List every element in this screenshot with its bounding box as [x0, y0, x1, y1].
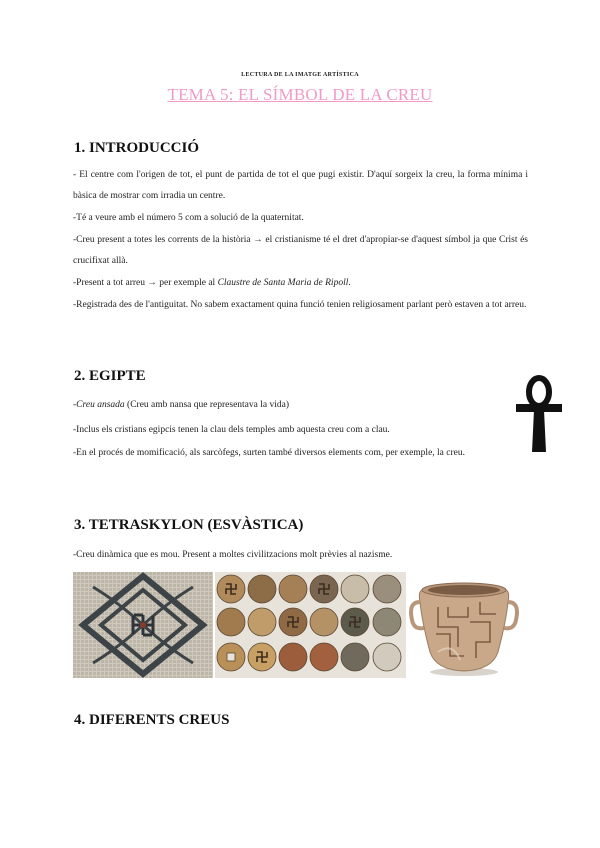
intro-paragraph-2: -Té a veure amb el número 5 com a solució de la quaternitat.: [73, 213, 304, 223]
intro-paragraph-3: -Creu present a totes les corrents de la història → el cristianisme té el dret d'apropiar-se d'aquest símbol ja que Crist és crucifixat allà.: [73, 235, 528, 266]
swastika-coins-image: [215, 572, 406, 678]
intro-paragraph-4-end: .: [348, 278, 351, 288]
intro-paragraph-5: -Registrada des de l'antiguitat. No sabem exactament quina funció tenien religiosament parlant però estaven a tot arreu.: [73, 300, 527, 310]
ankh-icon: [514, 374, 564, 454]
intro-paragraph-1: - El centre com l'origen de tot, el punt de partida de tot el que pugi existir. D'aquí sorgeix la creu, la forma mínima i bàsica de mostrar com irradia un centre.: [73, 170, 528, 201]
section-heading-introduccio: 1. INTRODUCCIÓ: [74, 140, 200, 156]
egipte-paragraph-1-dash: -: [73, 400, 77, 410]
swastika-pottery-image: [408, 572, 520, 678]
document-header: LECTURA DE LA IMATGE ARTÍSTICA: [241, 72, 359, 78]
ripoll-cloister-link-text: Claustre de Santa Maria de Ripoll: [217, 278, 349, 288]
intro-paragraph-4-text: -Present a tot arreu → per exemple al: [73, 278, 218, 288]
swastika-mosaic-image: [73, 572, 213, 678]
egipte-paragraph-3: -En el procés de momificació, als sarcòfegs, surten també diversos elements com, per exemple, la creu.: [73, 448, 465, 458]
section-heading-diferents-creus: 4. DIFERENTS CREUS: [74, 712, 230, 728]
tetraskylon-paragraph-1: -Creu dinàmica que es mou. Present a moltes civilitzacions molt prèvies al nazisme.: [73, 550, 393, 560]
document-title: TEMA 5: EL SÍMBOL DE LA CREU: [167, 85, 433, 104]
egipte-paragraph-1: [73, 395, 513, 416]
egipte-paragraph-2: -Inclus els cristians egipcis tenen la clau dels temples amb aquesta creu com a clau.: [73, 425, 390, 435]
creu-ansada-term: Creu ansada: [76, 400, 125, 410]
egipte-paragraph-1-text: (Creu amb nansa que representava la vida): [124, 400, 289, 410]
section-heading-tetraskylon: 3. TETRASKYLON (ESVÀSTICA): [74, 517, 304, 533]
section-heading-egipte: 2. EGIPTE: [74, 368, 146, 384]
intro-paragraph-4: [73, 273, 528, 294]
